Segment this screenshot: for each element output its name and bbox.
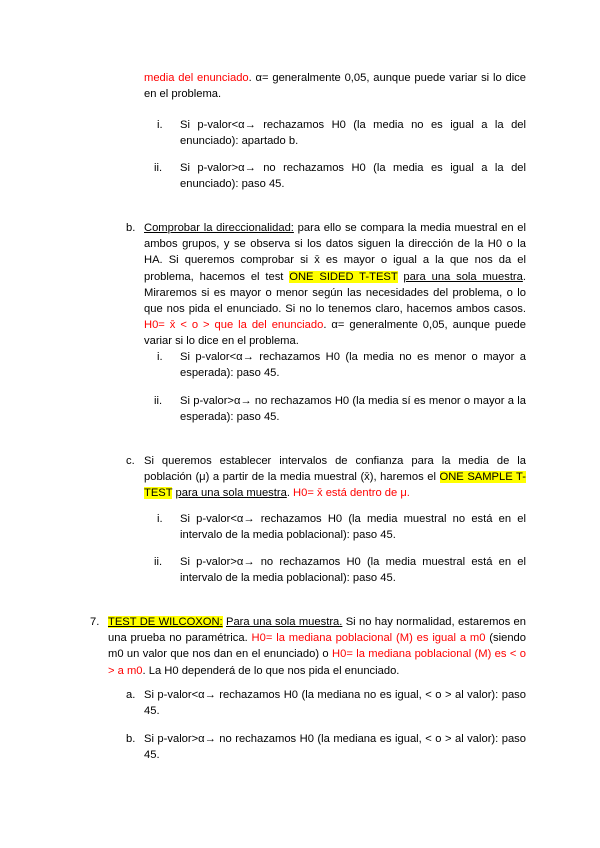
list-item: Si p-valor<α→ rechazamos H0 (la media no es igual a la del enunciado): apartado b. xyxy=(180,119,526,148)
section-number-7: 7. xyxy=(90,616,100,628)
item-number: ii. xyxy=(154,556,163,568)
item-number: i. xyxy=(157,119,163,131)
item-letter: b. xyxy=(126,733,136,745)
list-item: Si p-valor<α→ rechazamos H0 (la media muestral no está en el intervalo de la media poblacional): paso 45. xyxy=(180,513,526,542)
sample-underlined: para una sola muestra xyxy=(175,487,287,500)
section-letter-c: c. xyxy=(126,455,135,467)
section-7-paragraph: TEST DE WILCOXON: Para una sola muestra. Si no hay normalidad, estaremos en una prueba no paramétrica. H0= la mediana poblacional (M) es igual a m0 (siendo m0 un valor que nos dan en el enunciado) o H0= la mediana poblacional (M) es < o > a m0. La H0 dependerá de lo que nos pida el enunciado. xyxy=(108,616,526,677)
item-number: i. xyxy=(157,351,163,363)
item-letter: a. xyxy=(126,689,136,701)
red-text: media del enunciado xyxy=(144,72,249,84)
list-item: Si p-valor>α→ no rechazamos H0 (la media muestral está en el intervalo de la media poblacional): paso 45. xyxy=(180,556,526,585)
section-c-paragraph: Si queremos establecer intervalos de confianza para la media de la población (μ) a partir de la media muestral (x̄), haremos el ONE SAMPLE T-TEST para una sola muestra. H0= x̄ está dentro de μ. xyxy=(144,455,526,500)
paragraph-text: . α= generalmente 0,05, aunque puede variar si lo dice en el problema. xyxy=(144,72,526,101)
item-number: ii. xyxy=(154,162,163,174)
sample-underlined: Para una sola muestra. xyxy=(226,616,343,628)
item-number: i. xyxy=(157,513,163,525)
test-name-highlight: ONE SIDED T-TEST xyxy=(289,270,398,283)
list-item: Si p-valor>α→ no rechazamos H0 (la media es igual a la del enunciado): paso 45. xyxy=(180,162,526,191)
hypothesis-red: H0= x̄ < o > que la del enunciado xyxy=(144,319,324,332)
section-b-title: Comprobar la direccionalidad: xyxy=(144,222,294,234)
list-item: Si p-valor<α→ rechazamos H0 (la mediana no es igual, < o > al valor): paso 45. xyxy=(144,689,526,718)
continuation-paragraph xyxy=(144,70,526,102)
item-number: ii. xyxy=(154,395,163,407)
sample-underlined: para una sola muestra xyxy=(403,270,523,283)
test-name-highlight: ONE SAMPLE T-TEST xyxy=(144,471,526,500)
section-letter-b: b. xyxy=(126,222,136,234)
hypothesis-red: H0= la mediana poblacional (M) es < o > a m0 xyxy=(108,648,526,677)
list-item: Si p-valor<α→ rechazamos H0 (la media no es menor o mayor a esperada): paso 45. xyxy=(180,351,526,380)
section-b-paragraph: Comprobar la direccionalidad: para ello se compara la media muestral en el ambos grupos, y se observa si los datos siguen la dirección de la H0 o la HA. Si queremos comprobar si x̄ es mayor o igual a la que nos da el problema, hacemos el test ONE SIDED T-TEST para una sola muestra. Miraremos si es mayor o menor según las necesidades del problema, o lo que nos pida el enunciado. Si no lo tenemos claro, hacemos ambos casos. H0= x̄ < o > que la del enunciado. α= generalmente 0,05, aunque puede variar si lo dice en el problema. xyxy=(144,222,526,348)
hypothesis-red: H0= x̄ está dentro de μ. xyxy=(293,487,410,500)
list-item: Si p-valor>α→ no rechazamos H0 (la media sí es menor o mayor a la esperada): paso 45. xyxy=(180,395,526,424)
list-item: Si p-valor>α→ no rechazamos H0 (la mediana es igual, < o > al valor): paso 45. xyxy=(144,733,526,762)
test-name-highlight: TEST DE WILCOXON: xyxy=(108,616,223,628)
hypothesis-red: H0= la mediana poblacional (M) es igual a m0 xyxy=(251,632,486,645)
